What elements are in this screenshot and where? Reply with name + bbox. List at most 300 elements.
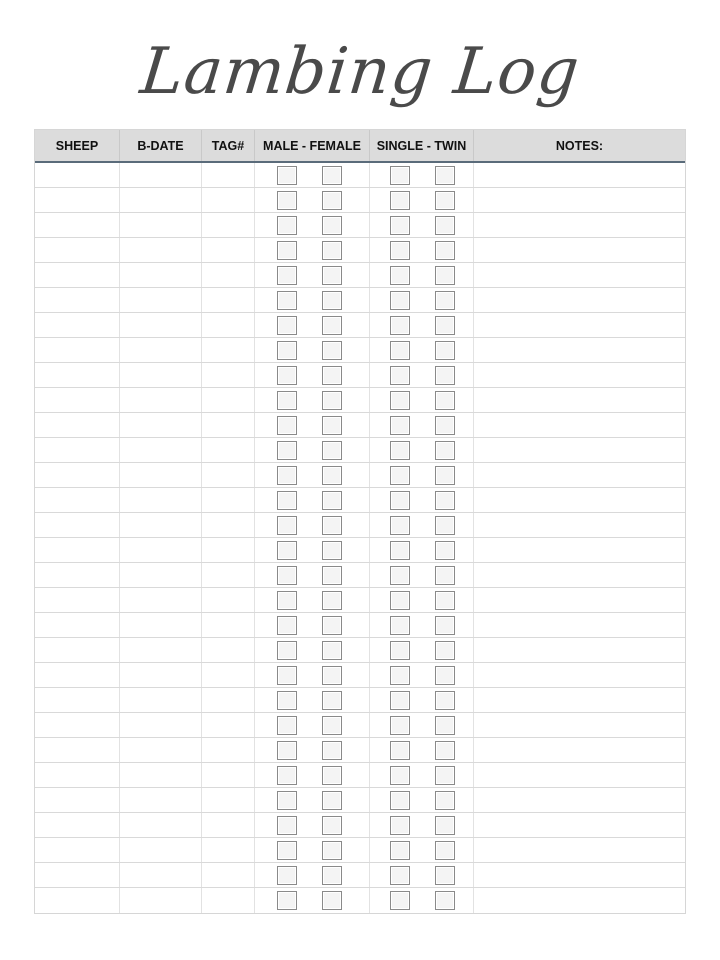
twin-checkbox[interactable] [435, 541, 455, 560]
sheep-cell[interactable] [35, 438, 120, 462]
male-checkbox[interactable] [277, 291, 297, 310]
bdate-cell[interactable] [120, 863, 202, 887]
single-twin-cell [370, 888, 474, 913]
bdate-cell[interactable] [120, 588, 202, 612]
female-checkbox[interactable] [322, 216, 342, 235]
single-checkbox[interactable] [390, 716, 410, 735]
sheep-cell[interactable] [35, 263, 120, 287]
notes-cell[interactable] [474, 888, 685, 913]
table-row [35, 888, 685, 913]
bdate-cell[interactable] [120, 213, 202, 237]
female-checkbox[interactable] [322, 391, 342, 410]
male-checkbox[interactable] [277, 541, 297, 560]
female-checkbox[interactable] [322, 666, 342, 685]
twin-checkbox[interactable] [435, 616, 455, 635]
twin-checkbox[interactable] [435, 441, 455, 460]
male-checkbox[interactable] [277, 641, 297, 660]
male-checkbox[interactable] [277, 766, 297, 785]
female-checkbox[interactable] [322, 641, 342, 660]
single-checkbox[interactable] [390, 616, 410, 635]
single-checkbox[interactable] [390, 216, 410, 235]
single-twin-cell [370, 188, 474, 212]
twin-checkbox[interactable] [435, 341, 455, 360]
male-checkbox[interactable] [277, 316, 297, 335]
twin-checkbox[interactable] [435, 566, 455, 585]
twin-checkbox[interactable] [435, 166, 455, 185]
single-checkbox[interactable] [390, 791, 410, 810]
tag-cell[interactable] [202, 563, 255, 587]
single-checkbox[interactable] [390, 266, 410, 285]
sheep-cell[interactable] [35, 338, 120, 362]
male-checkbox[interactable] [277, 441, 297, 460]
bdate-cell[interactable] [120, 713, 202, 737]
male-female-cell [255, 813, 370, 837]
notes-cell[interactable] [474, 288, 685, 312]
bdate-cell[interactable] [120, 813, 202, 837]
single-checkbox[interactable] [390, 366, 410, 385]
single-checkbox[interactable] [390, 316, 410, 335]
female-checkbox[interactable] [322, 716, 342, 735]
twin-checkbox[interactable] [435, 466, 455, 485]
bdate-cell[interactable] [120, 438, 202, 462]
male-checkbox[interactable] [277, 791, 297, 810]
single-checkbox[interactable] [390, 466, 410, 485]
male-checkbox[interactable] [277, 866, 297, 885]
tag-cell[interactable] [202, 413, 255, 437]
female-checkbox[interactable] [322, 266, 342, 285]
sheep-cell[interactable] [35, 588, 120, 612]
female-checkbox[interactable] [322, 341, 342, 360]
single-checkbox[interactable] [390, 816, 410, 835]
table-row [35, 338, 685, 363]
tag-cell[interactable] [202, 738, 255, 762]
male-checkbox[interactable] [277, 466, 297, 485]
single-twin-cell [370, 563, 474, 587]
male-female-cell [255, 188, 370, 212]
female-checkbox[interactable] [322, 366, 342, 385]
female-checkbox[interactable] [322, 841, 342, 860]
single-twin-cell [370, 663, 474, 687]
twin-checkbox[interactable] [435, 366, 455, 385]
single-checkbox[interactable] [390, 491, 410, 510]
tag-cell[interactable] [202, 688, 255, 712]
male-female-cell [255, 763, 370, 787]
female-checkbox[interactable] [322, 616, 342, 635]
tag-cell[interactable] [202, 288, 255, 312]
male-checkbox[interactable] [277, 241, 297, 260]
table-row [35, 763, 685, 788]
tag-cell[interactable] [202, 613, 255, 637]
twin-checkbox[interactable] [435, 191, 455, 210]
twin-checkbox[interactable] [435, 241, 455, 260]
male-female-cell [255, 788, 370, 812]
single-twin-cell [370, 838, 474, 862]
tag-cell[interactable] [202, 438, 255, 462]
notes-cell[interactable] [474, 513, 685, 537]
male-checkbox[interactable] [277, 666, 297, 685]
title-area [0, 22, 720, 132]
twin-checkbox[interactable] [435, 391, 455, 410]
notes-cell[interactable] [474, 688, 685, 712]
tag-cell[interactable] [202, 488, 255, 512]
female-checkbox[interactable] [322, 191, 342, 210]
notes-cell[interactable] [474, 163, 685, 187]
twin-checkbox[interactable] [435, 716, 455, 735]
column-header-sheep: SHEEP [35, 130, 120, 161]
single-checkbox[interactable] [390, 166, 410, 185]
single-checkbox[interactable] [390, 191, 410, 210]
male-female-cell [255, 863, 370, 887]
notes-cell[interactable] [474, 538, 685, 562]
notes-cell[interactable] [474, 813, 685, 837]
sheep-cell[interactable] [35, 188, 120, 212]
female-checkbox[interactable] [322, 866, 342, 885]
twin-checkbox[interactable] [435, 841, 455, 860]
tag-cell[interactable] [202, 663, 255, 687]
male-checkbox[interactable] [277, 616, 297, 635]
notes-cell[interactable] [474, 613, 685, 637]
tag-cell[interactable] [202, 188, 255, 212]
sheep-cell[interactable] [35, 513, 120, 537]
sheep-cell[interactable] [35, 863, 120, 887]
table-row [35, 213, 685, 238]
male-checkbox[interactable] [277, 566, 297, 585]
table-row [35, 863, 685, 888]
female-checkbox[interactable] [322, 466, 342, 485]
bdate-cell[interactable] [120, 463, 202, 487]
sheep-cell[interactable] [35, 163, 120, 187]
sheep-cell[interactable] [35, 613, 120, 637]
table-row [35, 313, 685, 338]
twin-checkbox[interactable] [435, 266, 455, 285]
bdate-cell[interactable] [120, 338, 202, 362]
single-checkbox[interactable] [390, 441, 410, 460]
twin-checkbox[interactable] [435, 316, 455, 335]
male-checkbox[interactable] [277, 591, 297, 610]
single-twin-cell [370, 588, 474, 612]
single-checkbox[interactable] [390, 416, 410, 435]
sheep-cell[interactable] [35, 838, 120, 862]
bdate-cell[interactable] [120, 288, 202, 312]
notes-cell[interactable] [474, 188, 685, 212]
twin-checkbox[interactable] [435, 291, 455, 310]
tag-cell[interactable] [202, 263, 255, 287]
bdate-cell[interactable] [120, 663, 202, 687]
female-checkbox[interactable] [322, 766, 342, 785]
sheep-cell[interactable] [35, 213, 120, 237]
twin-checkbox[interactable] [435, 491, 455, 510]
single-twin-cell [370, 713, 474, 737]
single-checkbox[interactable] [390, 291, 410, 310]
table-row [35, 738, 685, 763]
notes-cell[interactable] [474, 713, 685, 737]
tag-cell[interactable] [202, 788, 255, 812]
male-female-cell [255, 413, 370, 437]
sheep-cell[interactable] [35, 463, 120, 487]
notes-cell[interactable] [474, 263, 685, 287]
female-checkbox[interactable] [322, 541, 342, 560]
twin-checkbox[interactable] [435, 216, 455, 235]
male-checkbox[interactable] [277, 391, 297, 410]
male-checkbox[interactable] [277, 716, 297, 735]
sheep-cell[interactable] [35, 688, 120, 712]
single-twin-cell [370, 638, 474, 662]
twin-checkbox[interactable] [435, 891, 455, 910]
sheep-cell[interactable] [35, 238, 120, 262]
table-row [35, 613, 685, 638]
notes-cell[interactable] [474, 338, 685, 362]
male-checkbox[interactable] [277, 341, 297, 360]
single-checkbox[interactable] [390, 516, 410, 535]
notes-cell[interactable] [474, 563, 685, 587]
bdate-cell[interactable] [120, 888, 202, 913]
bdate-cell[interactable] [120, 738, 202, 762]
table-row [35, 788, 685, 813]
twin-checkbox[interactable] [435, 641, 455, 660]
notes-cell[interactable] [474, 763, 685, 787]
male-female-cell [255, 163, 370, 187]
single-checkbox[interactable] [390, 866, 410, 885]
twin-checkbox[interactable] [435, 741, 455, 760]
female-checkbox[interactable] [322, 566, 342, 585]
bdate-cell[interactable] [120, 688, 202, 712]
bdate-cell[interactable] [120, 263, 202, 287]
sheep-cell[interactable] [35, 788, 120, 812]
tag-cell[interactable] [202, 513, 255, 537]
single-checkbox[interactable] [390, 591, 410, 610]
single-checkbox[interactable] [390, 841, 410, 860]
sheep-cell[interactable] [35, 488, 120, 512]
tag-cell[interactable] [202, 313, 255, 337]
column-header-single-twin: SINGLE - TWIN [370, 130, 474, 161]
male-checkbox[interactable] [277, 741, 297, 760]
sheep-cell[interactable] [35, 538, 120, 562]
notes-cell[interactable] [474, 488, 685, 512]
male-female-cell [255, 338, 370, 362]
bdate-cell[interactable] [120, 388, 202, 412]
column-header-notes: NOTES: [555, 138, 604, 153]
single-twin-cell [370, 788, 474, 812]
table-row [35, 563, 685, 588]
single-twin-cell [370, 313, 474, 337]
male-checkbox[interactable] [277, 816, 297, 835]
male-female-cell [255, 513, 370, 537]
tag-cell[interactable] [202, 588, 255, 612]
male-checkbox[interactable] [277, 491, 297, 510]
tag-cell[interactable] [202, 463, 255, 487]
male-checkbox[interactable] [277, 416, 297, 435]
bdate-cell[interactable] [120, 613, 202, 637]
table-row [35, 288, 685, 313]
tag-cell[interactable] [202, 713, 255, 737]
notes-cell[interactable] [474, 863, 685, 887]
table-body [35, 163, 685, 913]
single-twin-cell [370, 288, 474, 312]
female-checkbox[interactable] [322, 166, 342, 185]
twin-checkbox[interactable] [435, 516, 455, 535]
male-female-cell [255, 388, 370, 412]
single-checkbox[interactable] [390, 691, 410, 710]
female-checkbox[interactable] [322, 241, 342, 260]
single-twin-cell [370, 513, 474, 537]
tag-cell[interactable] [202, 238, 255, 262]
female-checkbox[interactable] [322, 441, 342, 460]
male-checkbox[interactable] [277, 266, 297, 285]
female-checkbox[interactable] [322, 891, 342, 910]
sheep-cell[interactable] [35, 888, 120, 913]
sheep-cell[interactable] [35, 313, 120, 337]
single-checkbox[interactable] [390, 566, 410, 585]
female-checkbox[interactable] [322, 316, 342, 335]
single-checkbox[interactable] [390, 241, 410, 260]
bdate-cell[interactable] [120, 188, 202, 212]
column-header-male-female: MALE - FEMALE [255, 130, 370, 161]
female-checkbox[interactable] [322, 591, 342, 610]
single-checkbox[interactable] [390, 641, 410, 660]
bdate-cell[interactable] [120, 488, 202, 512]
bdate-cell[interactable] [120, 513, 202, 537]
single-twin-cell [370, 613, 474, 637]
female-checkbox[interactable] [322, 741, 342, 760]
sheep-cell[interactable] [35, 663, 120, 687]
twin-checkbox[interactable] [435, 666, 455, 685]
sheep-cell[interactable] [35, 413, 120, 437]
tag-cell[interactable] [202, 888, 255, 913]
single-checkbox[interactable] [390, 541, 410, 560]
notes-cell[interactable] [474, 463, 685, 487]
male-female-cell [255, 613, 370, 637]
notes-cell[interactable] [474, 313, 685, 337]
twin-checkbox[interactable] [435, 416, 455, 435]
single-twin-cell [370, 688, 474, 712]
notes-cell[interactable] [474, 788, 685, 812]
male-checkbox[interactable] [277, 191, 297, 210]
male-checkbox[interactable] [277, 516, 297, 535]
female-checkbox[interactable] [322, 691, 342, 710]
table-row [35, 813, 685, 838]
female-checkbox[interactable] [322, 291, 342, 310]
table-row [35, 438, 685, 463]
tag-cell[interactable] [202, 388, 255, 412]
single-checkbox[interactable] [390, 666, 410, 685]
table-header [35, 130, 685, 163]
notes-cell[interactable] [474, 438, 685, 462]
bdate-cell[interactable] [120, 838, 202, 862]
sheep-cell[interactable] [35, 813, 120, 837]
table-row [35, 463, 685, 488]
table-row [35, 413, 685, 438]
single-checkbox[interactable] [390, 766, 410, 785]
female-checkbox[interactable] [322, 516, 342, 535]
table-row [35, 638, 685, 663]
bdate-cell[interactable] [120, 563, 202, 587]
bdate-cell[interactable] [120, 163, 202, 187]
table-row [35, 688, 685, 713]
notes-cell[interactable] [474, 388, 685, 412]
single-checkbox[interactable] [390, 341, 410, 360]
bdate-cell[interactable] [120, 788, 202, 812]
twin-checkbox[interactable] [435, 791, 455, 810]
notes-cell[interactable] [474, 638, 685, 662]
female-checkbox[interactable] [322, 816, 342, 835]
male-checkbox[interactable] [277, 216, 297, 235]
lambing-log-table [34, 129, 686, 914]
sheep-cell[interactable] [35, 738, 120, 762]
table-row [35, 713, 685, 738]
notes-cell[interactable] [474, 663, 685, 687]
male-female-cell [255, 288, 370, 312]
sheep-cell[interactable] [35, 288, 120, 312]
male-female-cell [255, 688, 370, 712]
single-twin-cell [370, 863, 474, 887]
single-checkbox[interactable] [390, 391, 410, 410]
table-row [35, 163, 685, 188]
notes-cell[interactable] [474, 413, 685, 437]
male-checkbox[interactable] [277, 166, 297, 185]
tag-cell[interactable] [202, 163, 255, 187]
notes-cell[interactable] [474, 213, 685, 237]
tag-cell[interactable] [202, 213, 255, 237]
single-twin-cell [370, 238, 474, 262]
single-twin-cell [370, 813, 474, 837]
male-checkbox[interactable] [277, 841, 297, 860]
tag-cell[interactable] [202, 838, 255, 862]
twin-checkbox[interactable] [435, 591, 455, 610]
single-checkbox[interactable] [390, 891, 410, 910]
bdate-cell[interactable] [120, 413, 202, 437]
sheep-cell[interactable] [35, 388, 120, 412]
tag-cell[interactable] [202, 638, 255, 662]
male-checkbox[interactable] [277, 891, 297, 910]
male-checkbox[interactable] [277, 691, 297, 710]
bdate-cell[interactable] [120, 763, 202, 787]
male-checkbox[interactable] [277, 366, 297, 385]
tag-cell[interactable] [202, 863, 255, 887]
twin-checkbox[interactable] [435, 866, 455, 885]
male-female-cell [255, 313, 370, 337]
sheep-cell[interactable] [35, 638, 120, 662]
sheep-cell[interactable] [35, 363, 120, 387]
notes-cell[interactable] [474, 738, 685, 762]
bdate-cell[interactable] [120, 363, 202, 387]
twin-checkbox[interactable] [435, 766, 455, 785]
sheep-cell[interactable] [35, 563, 120, 587]
tag-cell[interactable] [202, 813, 255, 837]
notes-cell[interactable] [474, 588, 685, 612]
bdate-cell[interactable] [120, 638, 202, 662]
bdate-cell[interactable] [120, 313, 202, 337]
tag-cell[interactable] [202, 538, 255, 562]
bdate-cell[interactable] [120, 538, 202, 562]
female-checkbox[interactable] [322, 416, 342, 435]
single-twin-cell [370, 438, 474, 462]
female-checkbox[interactable] [322, 791, 342, 810]
sheep-cell[interactable] [35, 763, 120, 787]
single-checkbox[interactable] [390, 741, 410, 760]
twin-checkbox[interactable] [435, 816, 455, 835]
twin-checkbox[interactable] [435, 691, 455, 710]
bdate-cell[interactable] [120, 238, 202, 262]
notes-cell[interactable] [474, 838, 685, 862]
sheep-cell[interactable] [35, 713, 120, 737]
tag-cell[interactable] [202, 763, 255, 787]
tag-cell[interactable] [202, 363, 255, 387]
notes-cell[interactable] [474, 363, 685, 387]
tag-cell[interactable] [202, 338, 255, 362]
notes-cell[interactable] [474, 238, 685, 262]
male-female-cell [255, 588, 370, 612]
female-checkbox[interactable] [322, 491, 342, 510]
